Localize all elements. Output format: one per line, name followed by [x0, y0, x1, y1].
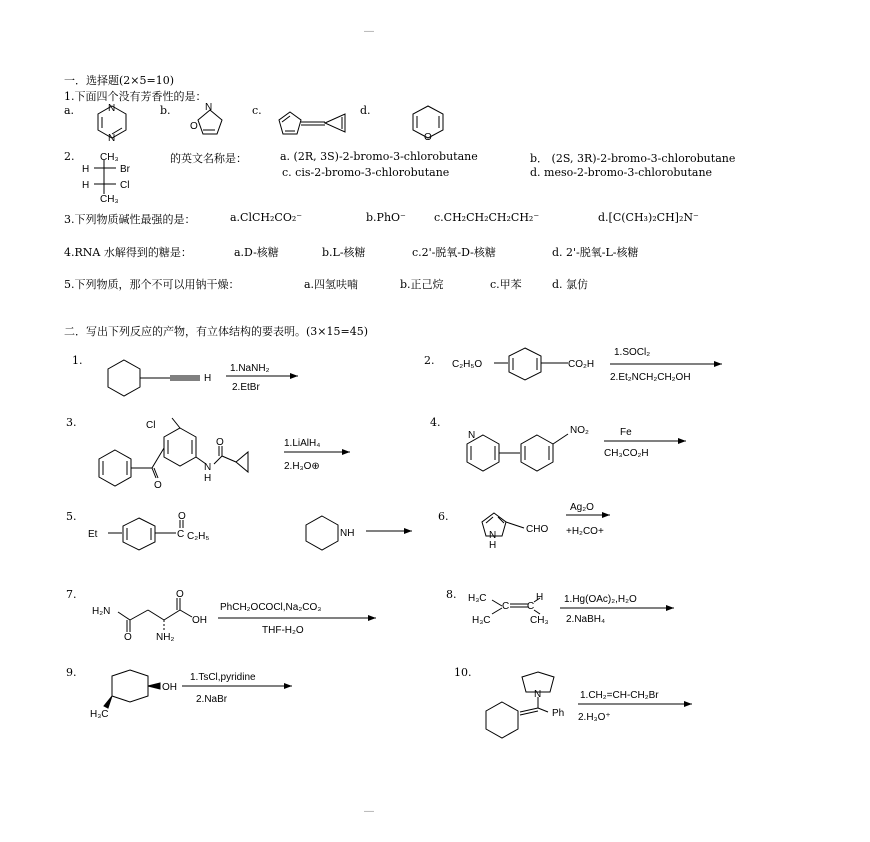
r7-label: NH₂ [156, 632, 175, 643]
r6-reagent-above: Ag₂O [570, 502, 594, 513]
r5-label: C₂H₅ [187, 531, 210, 542]
fischer-br-label: Br [120, 164, 130, 175]
page-mark-top: — [364, 26, 374, 37]
page-mark-bottom: — [364, 806, 374, 817]
r7-label: O [176, 589, 184, 600]
r7-label: H₂N [92, 606, 111, 617]
q2-option-b: b． (2S, 3R)-2-bromo-3-chlorobutane [530, 152, 736, 165]
q5-option-d: d. 氯仿 [552, 278, 589, 291]
ethoxybenzoic-acid-structure [494, 348, 568, 380]
r7-label: OH [192, 615, 207, 626]
q4-option-c: c.2'-脱氧-D-核糖 [412, 246, 496, 259]
r2-reagent-below: 2.Et₂NCH₂CH₂OH [610, 372, 691, 383]
r8-label: H₃C [472, 615, 491, 626]
reaction-8-number: 8. [446, 588, 457, 601]
r7-reagent-below: THF-H₂O [262, 625, 304, 636]
section1-heading: 一．选择题(2×5=10) [64, 74, 175, 87]
r3-reagent-below: 2.H₃O⊕ [284, 461, 320, 472]
section2-heading: 二．写出下列反应的产物，有立体结构的要表明。(3×15=45) [64, 325, 369, 338]
atom-label: N [108, 103, 116, 114]
q1-option-a: a. [64, 104, 75, 117]
reaction-10-number: 10. [454, 666, 472, 679]
r9-label: H₃C [90, 709, 109, 720]
r10-reagent-above: 1.CH₂=CH-CH₂Br [580, 690, 659, 701]
r8-reagent-below: 2.NaBH₄ [566, 614, 606, 625]
reaction-7-number: 7. [66, 588, 77, 601]
q5-option-c: c.甲苯 [490, 278, 522, 291]
fischer-bottom-label: CH₃ [100, 194, 119, 205]
q1-stem: 1.下面四个没有芳香性的是： [64, 90, 207, 103]
q5-stem: 5.下列物质，那个不可以用钠干燥： [64, 278, 240, 291]
r10-reagent-below: 2.H₃O⁺ [578, 712, 611, 723]
enamine-structure [486, 672, 554, 738]
r9-reagent-below: 2.NaBr [196, 694, 228, 705]
methylcyclohexanol-structure [104, 670, 160, 708]
r1-reagent-above: 1.NaNH₂ [230, 363, 270, 374]
q3-option-a: a.ClCH₂CO₂⁻ [230, 211, 303, 224]
nitrophenyl-pyridine-structure [467, 434, 568, 471]
r6-reagent-below: +H₂CO+ [566, 526, 604, 537]
fischer-top-label: CH₃ [100, 152, 119, 163]
atom-label: O [190, 121, 198, 132]
r10-label: N [534, 689, 542, 700]
r3-label: Cl [146, 420, 156, 431]
r4-reagent-below: CH₃CO₂H [604, 448, 649, 459]
q3-stem: 3.下列物质碱性最强的是： [64, 213, 196, 226]
reaction-3-number: 3. [66, 416, 77, 429]
fischer-projection [94, 160, 116, 194]
r4-reagent-above: Fe [620, 427, 632, 438]
r3-label: H [204, 473, 212, 484]
atom-label: N [108, 133, 116, 144]
reaction-2-number: 2. [424, 354, 435, 367]
fischer-h2-label: H [82, 180, 90, 191]
r2-label: CO₂H [568, 359, 595, 370]
fischer-cl-label: Cl [120, 180, 130, 191]
r4-label: N [468, 430, 476, 441]
r3-label: O [154, 480, 162, 491]
r5-label: NH [340, 528, 355, 539]
q3-option-d: d.[C(CH₃)₂CH]₂N⁻ [598, 211, 699, 224]
q5-option-b: b.正己烷 [400, 278, 444, 291]
r1-label: H [204, 373, 212, 384]
oxazole-structure [198, 110, 222, 134]
r7-reagent-above: PhCH₂OCOCl,Na₂CO₃ [220, 602, 322, 613]
r8-reagent-above: 1.Hg(OAc)₂,H₂O [564, 594, 637, 605]
q3-option-c: c.CH₂CH₂CH₂CH₂⁻ [434, 211, 540, 224]
q4-option-b: b.L-核糖 [322, 246, 366, 259]
r5-label: C [177, 529, 185, 540]
r3-label: N [204, 462, 212, 473]
reaction-9-number: 9. [66, 666, 77, 679]
r8-label: C [527, 601, 535, 612]
asparagine-structure [118, 598, 192, 632]
q4-stem: 4.RNA 水解得到的糖是： [64, 246, 192, 259]
q2-number: 2. [64, 150, 75, 163]
r8-label: H₃C [468, 593, 487, 604]
r2-reagent-above: 1.SOCl₂ [614, 347, 651, 358]
ethylphenyl-ketone-structure [108, 518, 183, 550]
r9-reagent-above: 1.TsCl,pyridine [190, 672, 256, 683]
q5-option-a: a.四氢呋喃 [304, 278, 359, 291]
q4-option-a: a.D-核糖 [234, 246, 279, 259]
reaction-4-number: 4. [430, 416, 441, 429]
cyclohexylacetylene-structure [108, 360, 200, 396]
q1-option-c: c. [252, 104, 262, 117]
r5-label: O [178, 511, 186, 522]
q1-option-b: b. [160, 104, 171, 117]
q2-stem: 的英文名称是： [170, 152, 247, 165]
atom-label: O [424, 132, 432, 143]
fischer-h1-label: H [82, 164, 90, 175]
r8-label: H [536, 592, 544, 603]
reaction-1-number: 1. [72, 354, 83, 367]
r1-reagent-below: 2.EtBr [232, 382, 260, 393]
r8-label: CH₃ [530, 615, 549, 626]
reaction-5-number: 5. [66, 510, 77, 523]
q3-option-b: b.PhO⁻ [366, 211, 406, 224]
r3-label: O [216, 437, 224, 448]
r7-label: O [124, 632, 132, 643]
piperidine-structure [306, 516, 338, 550]
r4-label: NO₂ [570, 425, 589, 436]
q2-option-d: d. meso-2-bromo-3-chlorobutane [530, 166, 713, 179]
benzophenone-amide-structure [99, 418, 248, 486]
r6-label: H [489, 540, 497, 551]
r9-label: OH [162, 682, 177, 693]
r3-reagent-above: 1.LiAlH₄ [284, 438, 321, 449]
fulvalene-structure [279, 112, 345, 134]
q1-option-d: d. [360, 104, 371, 117]
r5-label: Et [88, 529, 98, 540]
r10-label: Ph [552, 708, 565, 719]
q2-option-a: a. (2R, 3S)-2-bromo-3-chlorobutane [280, 150, 478, 163]
r8-label: C [502, 601, 510, 612]
reaction-6-number: 6. [438, 510, 449, 523]
q2-option-c: c. cis-2-bromo-3-chlorobutane [282, 166, 450, 179]
atom-label: N [205, 102, 213, 113]
r6-label: CHO [526, 524, 549, 535]
q4-option-d: d. 2'-脱氧-L-核糖 [552, 246, 639, 259]
r6-label: N [489, 530, 497, 541]
r2-label: C₂H₅O [452, 359, 483, 370]
